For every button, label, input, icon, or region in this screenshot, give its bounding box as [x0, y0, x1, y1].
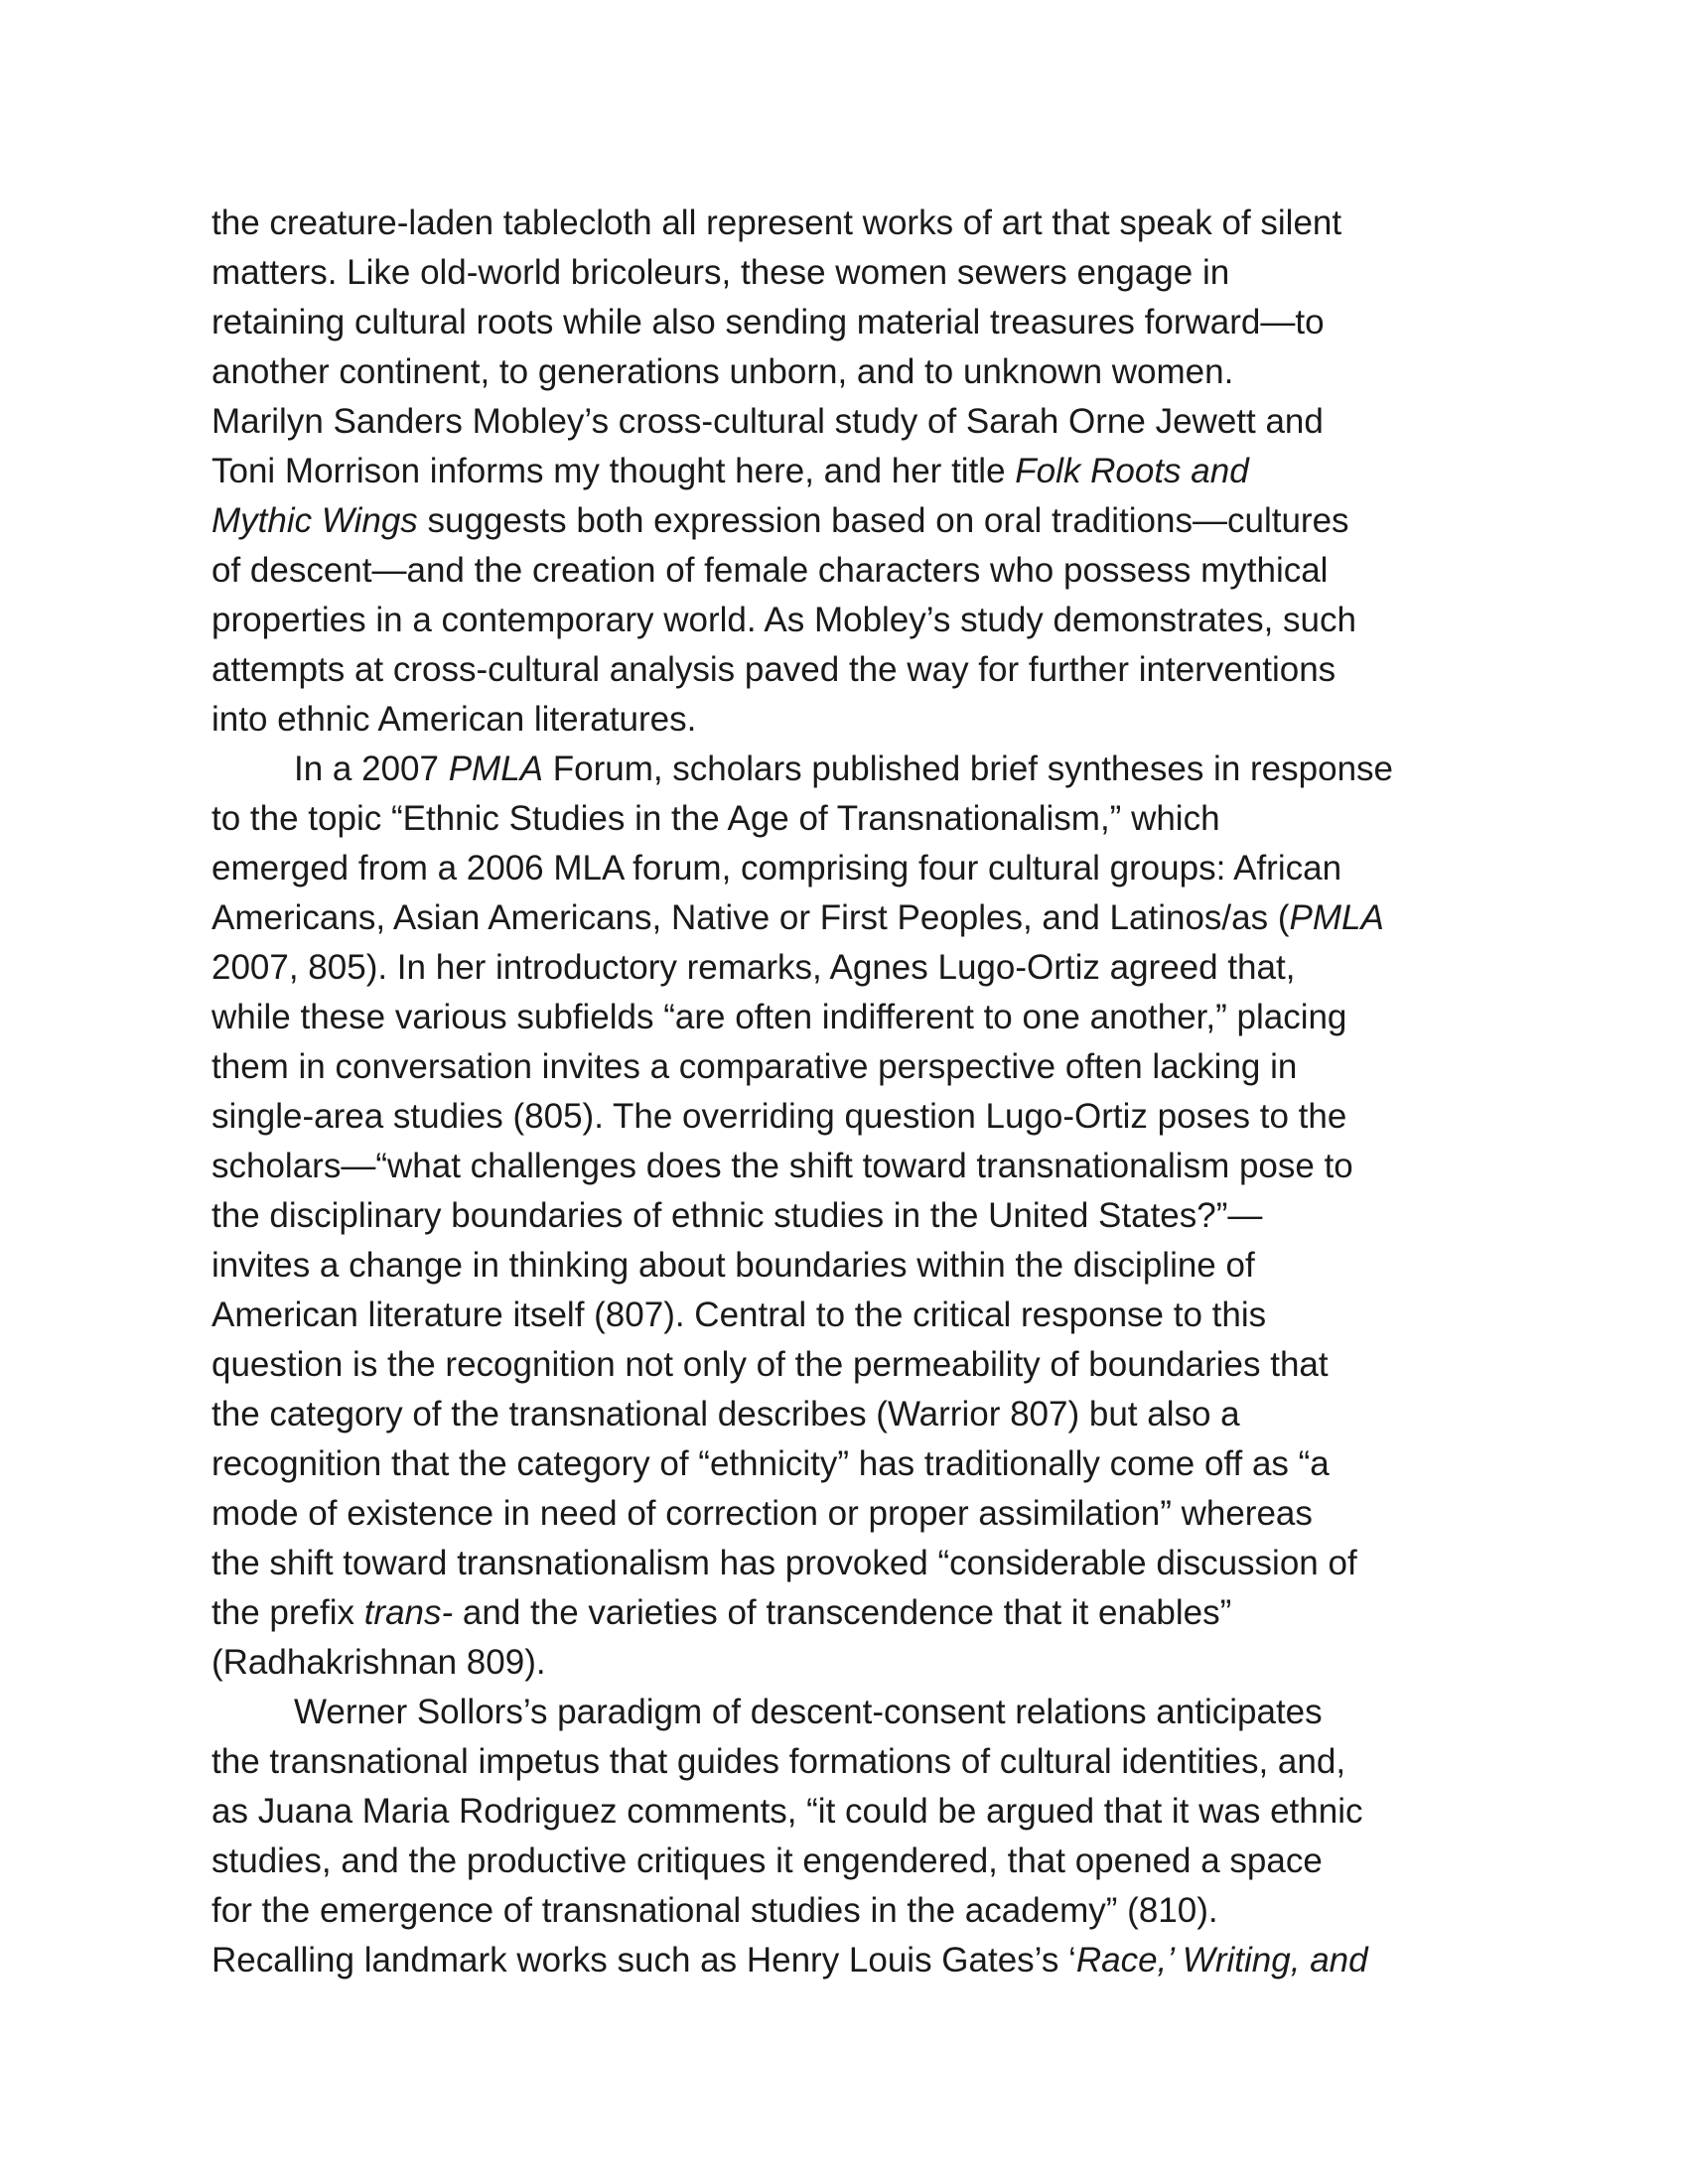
- text-line: [211, 1142, 1492, 1191]
- text-run: American literature itself (807). Central to the critical response to this: [211, 1296, 1267, 1334]
- text-run: 2007, 805). In her introductory remarks, Agnes Lugo-Ortiz agreed that,: [211, 948, 1296, 987]
- text-run: to the topic “Ethnic Studies in the Age of Transnationalism,” which: [211, 799, 1220, 838]
- italic-text-run: trans-: [363, 1593, 454, 1632]
- text-run: matters. Like old-world bricoleurs, these women sewers engage in: [211, 253, 1230, 292]
- text-line: [211, 1539, 1492, 1588]
- text-run: the prefix: [211, 1593, 364, 1632]
- text-run: question is the recognition not only of the permeability of boundaries that: [211, 1345, 1329, 1384]
- text-run: studies, and the productive critiques it engendered, that opened a space: [211, 1842, 1323, 1880]
- text-run: of descent—and the creation of female characters who possess mythical: [211, 551, 1329, 590]
- text-run: the transnational impetus that guides formations of cultural identities, and,: [211, 1742, 1346, 1781]
- text-line: [211, 447, 1492, 496]
- text-run: retaining cultural roots while also sending material treasures forward—to: [211, 303, 1325, 341]
- text-line: [211, 1191, 1492, 1241]
- document-page: [211, 199, 1492, 1985]
- text-run: them in conversation invites a comparative perspective often lacking in: [211, 1047, 1298, 1086]
- text-line: [211, 844, 1492, 893]
- text-run: for the emergence of transnational studies in the academy” (810).: [211, 1891, 1218, 1930]
- italic-text-run: Mythic Wings: [211, 501, 418, 540]
- italic-text-run: PMLA: [1289, 898, 1384, 937]
- text-run: the category of the transnational describes (Warrior 807) but also a: [211, 1395, 1240, 1433]
- text-run: the disciplinary boundaries of ethnic studies in the United States?”—: [211, 1196, 1263, 1235]
- text-run: (Radhakrishnan 809).: [211, 1643, 546, 1682]
- text-line: [211, 347, 1492, 397]
- text-line: [211, 1439, 1492, 1489]
- italic-text-run: Folk Roots and: [1015, 452, 1249, 490]
- text-line: [211, 1936, 1492, 1985]
- text-line: [211, 1638, 1492, 1688]
- text-line: [211, 298, 1492, 347]
- text-run: as Juana Maria Rodriguez comments, “it could be argued that it was ethnic: [211, 1792, 1363, 1831]
- text-run: Americans, Asian Americans, Native or First Peoples, and Latinos/as (: [211, 898, 1290, 937]
- text-run: recognition that the category of “ethnicity” has traditionally come off as “a: [211, 1444, 1330, 1483]
- text-run: single-area studies (805). The overriding question Lugo-Ortiz poses to the: [211, 1097, 1347, 1136]
- text-run: Werner Sollors’s paradigm of descent-consent relations anticipates: [294, 1693, 1323, 1731]
- text-line: [211, 645, 1492, 695]
- text-run: attempts at cross-cultural analysis paved the way for further interventions: [211, 650, 1336, 689]
- text-run: scholars—“what challenges does the shift toward transnationalism pose to: [211, 1147, 1353, 1185]
- text-line: [211, 1092, 1492, 1142]
- text-line: [211, 1588, 1492, 1638]
- text-line: [211, 546, 1492, 596]
- text-run: the creature-laden tablecloth all represent works of art that speak of silent: [211, 204, 1342, 242]
- text-run: Toni Morrison informs my thought here, and her title: [211, 452, 1016, 490]
- text-run: Recalling landmark works such as Henry Louis Gates’s ‘: [211, 1941, 1076, 1979]
- text-line: [211, 496, 1492, 546]
- text-line: [211, 893, 1492, 943]
- text-run: and the varieties of transcendence that it enables”: [453, 1593, 1232, 1632]
- text-line: [211, 248, 1492, 298]
- text-run: mode of existence in need of correction or proper assimilation” whereas: [211, 1494, 1313, 1533]
- text-line: [211, 993, 1492, 1042]
- text-run: emerged from a 2006 MLA forum, comprising four cultural groups: African: [211, 849, 1342, 887]
- text-line: [211, 794, 1492, 844]
- text-line: [211, 1340, 1492, 1390]
- text-line: [211, 1837, 1492, 1886]
- text-line: [211, 596, 1492, 645]
- text-line: [211, 943, 1492, 993]
- text-run: into ethnic American literatures.: [211, 700, 697, 739]
- text-line: [211, 1291, 1492, 1340]
- text-run: Forum, scholars published brief syntheses in response: [543, 750, 1393, 788]
- text-run: In a 2007: [294, 750, 449, 788]
- italic-text-run: Race,’ Writing, and: [1075, 1941, 1368, 1979]
- text-line: [211, 1042, 1492, 1092]
- text-line: [211, 1737, 1492, 1787]
- text-run: invites a change in thinking about boundaries within the discipline of: [211, 1246, 1255, 1285]
- text-run: suggests both expression based on oral traditions—cultures: [417, 501, 1349, 540]
- text-line: [211, 745, 1492, 794]
- text-line: [211, 695, 1492, 745]
- text-line: [211, 1489, 1492, 1539]
- text-run: another continent, to generations unborn, and to unknown women.: [211, 352, 1234, 391]
- text-run: properties in a contemporary world. As Mobley’s study demonstrates, such: [211, 601, 1356, 639]
- text-line: [211, 1886, 1492, 1936]
- text-run: the shift toward transnationalism has provoked “considerable discussion of: [211, 1544, 1357, 1582]
- text-line: [211, 1241, 1492, 1291]
- italic-text-run: PMLA: [448, 750, 544, 788]
- text-line: [211, 199, 1492, 248]
- text-line: [211, 397, 1492, 447]
- text-line: [211, 1390, 1492, 1439]
- text-run: Marilyn Sanders Mobley’s cross-cultural study of Sarah Orne Jewett and: [211, 402, 1324, 441]
- text-line: [211, 1688, 1492, 1737]
- text-line: [211, 1787, 1492, 1837]
- text-run: while these various subfields “are often indifferent to one another,” placing: [211, 998, 1347, 1036]
